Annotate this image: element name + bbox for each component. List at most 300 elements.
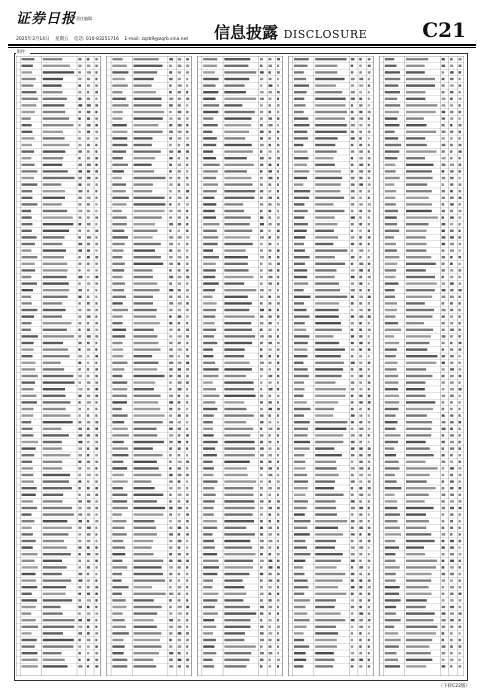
table-cell-text [450, 230, 454, 232]
table-cell-text [442, 315, 445, 317]
table-cell-text [134, 98, 162, 100]
table-cell-text [186, 362, 189, 364]
table-cell-text [315, 269, 336, 271]
table-cell-text [134, 197, 165, 199]
table-cell-text [78, 190, 82, 192]
table-cell-text [406, 322, 424, 324]
table-cell-text [442, 546, 445, 548]
table-cell-text [169, 223, 173, 225]
table-cell-text [315, 573, 345, 575]
table-cell-text [315, 619, 345, 621]
table-cell-text [134, 480, 152, 482]
table-cell-text [406, 507, 434, 509]
table-cell-text [294, 276, 307, 278]
table-cell-text [22, 414, 34, 416]
table-cell-text [351, 183, 355, 185]
table-cell-text [450, 639, 453, 641]
table-cell-text [43, 447, 62, 449]
table-cell-text [442, 144, 446, 146]
table-cell-text [385, 560, 396, 562]
table-cell-text [78, 467, 81, 469]
table-cell-text [442, 632, 445, 634]
table-cell-text [368, 98, 370, 100]
table-cell-text [406, 203, 432, 205]
table-cell-text [95, 527, 97, 529]
table-cell-text [260, 540, 264, 542]
table-cell-text [43, 408, 66, 410]
table-cell-text [277, 586, 279, 588]
table-cell-text [294, 573, 305, 575]
table-cell-text [385, 150, 400, 152]
table-cell-text [450, 263, 453, 265]
table-cell-text [22, 137, 35, 139]
table-cell-text [178, 619, 181, 621]
table-cell-text [359, 500, 362, 502]
table-cell-text [459, 309, 461, 311]
table-cell-text [95, 322, 98, 324]
table-cell-text [134, 533, 157, 535]
table-cell-text [277, 619, 279, 621]
table-cell-text [351, 421, 354, 423]
table-cell-text [268, 335, 271, 337]
table-cell-text [22, 71, 32, 73]
table-cell-text [134, 236, 153, 238]
table-cell-text [368, 170, 371, 172]
table-cell-text [351, 441, 355, 443]
table-cell-text [134, 65, 163, 67]
table-cell-text [169, 645, 172, 647]
table-cell-text [450, 586, 454, 588]
table-cell-text [224, 137, 245, 139]
table-cell-text [178, 560, 182, 562]
table-cell-text [450, 375, 453, 377]
table-cell-text [260, 368, 263, 370]
table-cell-text [294, 606, 306, 608]
table-cell-text [368, 507, 370, 509]
table-cell-text [368, 190, 370, 192]
table-cell-text [294, 434, 308, 436]
table-cell-text [359, 197, 361, 199]
table-cell-text [22, 665, 38, 667]
table-cell-text [87, 566, 90, 568]
table-cell-text [442, 388, 445, 390]
table-cell-text [203, 315, 215, 317]
table-cell-text [450, 197, 454, 199]
table-cell-text [294, 586, 309, 588]
table-cell-text [315, 428, 346, 430]
table-cell-text [406, 329, 433, 331]
table-cell-text [315, 441, 343, 443]
table-cell-text [385, 388, 398, 390]
table-cell-text [178, 84, 182, 86]
table-cell-text [178, 335, 182, 337]
table-cell-text [43, 71, 74, 73]
table-cell-text [87, 355, 89, 357]
table-cell-text [95, 560, 97, 562]
table-cell-text [203, 157, 216, 159]
table-cell-text [268, 428, 272, 430]
table-cell-text [43, 626, 75, 628]
table-cell-text [169, 276, 173, 278]
table-cell-text [368, 58, 371, 60]
table-cell-text [78, 197, 81, 199]
table-cell-text [315, 355, 341, 357]
table-cell-text [78, 315, 81, 317]
table-cell-text [315, 659, 334, 661]
table-cell-text [277, 375, 279, 377]
table-cell-text [224, 632, 245, 634]
table-cell-text [203, 586, 212, 588]
table-cell-text [134, 249, 155, 251]
table-cell-text [203, 579, 213, 581]
table-cell-text [277, 520, 279, 522]
table-cell-text [260, 447, 264, 449]
table-cell-text [95, 203, 97, 205]
table-cell-text [95, 626, 97, 628]
table-cell-text [294, 170, 309, 172]
table-cell-text [442, 348, 444, 350]
table-cell-text [294, 665, 303, 667]
table-cell-text [450, 117, 453, 119]
table-cell-text [368, 183, 371, 185]
table-cell-text [95, 124, 98, 126]
table-cell-text [406, 78, 435, 80]
table-cell-text [268, 395, 271, 397]
table-cell-text [169, 84, 172, 86]
table-cell-text [268, 164, 271, 166]
table-cell-text [203, 520, 217, 522]
table-cell-text [169, 104, 173, 106]
table-cell-text [268, 137, 270, 139]
table-cell-text [43, 355, 70, 357]
table-cell-text [95, 454, 98, 456]
table-cell-text [351, 606, 354, 608]
table-cell-text [112, 606, 126, 608]
table-cell-text [224, 256, 248, 258]
table-cell-text [203, 388, 216, 390]
table-cell-text [43, 309, 66, 311]
table-cell-text [277, 210, 279, 212]
table-cell-text [359, 401, 363, 403]
table-cell-text [450, 216, 454, 218]
table-cell-text [78, 84, 81, 86]
table-cell-text [112, 593, 121, 595]
table-cell-text [459, 150, 462, 152]
table-cell-text [95, 131, 98, 133]
table-cell-text [442, 263, 445, 265]
table-cell-text [224, 243, 252, 245]
table-cell-text [186, 474, 189, 476]
table-cell-text [294, 579, 308, 581]
table-column-frame [379, 56, 464, 676]
table-cell-text [385, 441, 398, 443]
table-cell-text [359, 289, 362, 291]
table-cell-text [78, 619, 82, 621]
table-cell-text [169, 507, 172, 509]
table-cell-text [95, 65, 97, 67]
table-cell-text [294, 408, 310, 410]
table-cell-text [277, 454, 279, 456]
table-cell-text [260, 84, 262, 86]
table-cell-text [203, 434, 214, 436]
table-cell-text [203, 527, 217, 529]
table-cell-text [359, 441, 362, 443]
table-cell-text [112, 632, 128, 634]
table-cell-text [134, 395, 161, 397]
table-cell-text [294, 150, 307, 152]
table-cell-text [268, 197, 271, 199]
table-cell-text [442, 236, 446, 238]
table-cell-text [112, 408, 121, 410]
table-cell-text [87, 599, 91, 601]
table-cell-text [186, 593, 188, 595]
table-cell-text [95, 652, 98, 654]
table-cell-text [224, 322, 251, 324]
table-cell-text [442, 230, 445, 232]
table-cell-text [442, 513, 444, 515]
table-cell-text [277, 573, 280, 575]
table-cell-text [43, 144, 70, 146]
table-cell-text [112, 342, 122, 344]
table-cell-text [43, 104, 65, 106]
table-cell-text [78, 296, 81, 298]
table-cell-text [315, 177, 342, 179]
table-cell-text [268, 91, 271, 93]
table-cell-text [186, 58, 189, 60]
table-cell-text [450, 553, 454, 555]
table-cell-text [169, 210, 172, 212]
table-cell-text [178, 58, 181, 60]
table-cell-text [406, 190, 432, 192]
table-cell-text [268, 111, 271, 113]
table-cell-text [442, 480, 445, 482]
table-cell-text [22, 659, 38, 661]
table-cell-text [87, 342, 90, 344]
table-cell-text [450, 527, 453, 529]
table-cell-text [368, 408, 370, 410]
table-cell-text [203, 428, 213, 430]
table-cell-text [359, 513, 362, 515]
table-cell-text [368, 527, 371, 529]
table-cell-text [178, 494, 182, 496]
table-cell-text [260, 144, 264, 146]
table-cell-text [87, 111, 90, 113]
table-cell-text [178, 593, 181, 595]
table-cell-text [450, 606, 454, 608]
table-cell-text [351, 335, 354, 337]
table-cell-text [406, 91, 426, 93]
table-cell-text [78, 131, 80, 133]
table-cell-text [459, 368, 462, 370]
table-cell-text [315, 381, 335, 383]
table-cell-text [450, 144, 453, 146]
table-cell-text [22, 282, 37, 284]
table-cell-text [351, 619, 355, 621]
table-cell-text [203, 329, 216, 331]
table-cell-text [368, 289, 370, 291]
table-cell-text [359, 494, 363, 496]
table-cell-text [22, 111, 35, 113]
table-cell-text [22, 210, 32, 212]
table-cell-text [203, 104, 219, 106]
table-cell-text [406, 117, 424, 119]
table-cell-text [268, 104, 270, 106]
table-cell-text [359, 362, 362, 364]
table-cell-text [268, 414, 270, 416]
table-cell-text [368, 243, 370, 245]
table-cell-text [134, 216, 162, 218]
table-cell-text [186, 78, 188, 80]
table-cell-text [315, 335, 333, 337]
table-cell-text [203, 487, 214, 489]
table-cell-text [87, 507, 91, 509]
table-cell-text [450, 480, 454, 482]
table-cell-text [368, 388, 370, 390]
table-cell-text [87, 586, 90, 588]
table-cell-text [277, 91, 280, 93]
table-cell-text [169, 269, 172, 271]
table-cell-text [277, 434, 279, 436]
table-cell-text [87, 527, 91, 529]
table-cell-text [385, 342, 399, 344]
table-cell-text [315, 461, 336, 463]
table-cell-text [87, 98, 90, 100]
table-cell-text [178, 474, 182, 476]
table-cell-text [178, 230, 180, 232]
table-cell-text [134, 500, 157, 502]
table-cell-text [78, 454, 82, 456]
table-cell-text [178, 527, 181, 529]
table-cell-text [22, 348, 34, 350]
table-cell-text [450, 513, 453, 515]
table-cell-text [351, 507, 355, 509]
table-cell-text [368, 368, 370, 370]
table-cell-text [224, 177, 251, 179]
table-cell-text [78, 117, 80, 119]
table-cell-text [186, 322, 188, 324]
table-cell-text [95, 296, 97, 298]
table-cell-text [22, 335, 38, 337]
table-cell-text [450, 104, 453, 106]
table-cell-text [459, 599, 462, 601]
table-cell-text [203, 289, 215, 291]
table-cell-text [459, 639, 461, 641]
table-cell-text [268, 276, 272, 278]
table-cell-text [260, 230, 263, 232]
table-cell-text [359, 434, 362, 436]
table-cell-text [178, 507, 182, 509]
table-cell-text [95, 421, 98, 423]
table-cell-text [294, 58, 309, 60]
table-cell-text [442, 441, 445, 443]
table-cell-text [186, 659, 189, 661]
table-cell-text [22, 329, 31, 331]
table-cell-text [178, 441, 181, 443]
table-cell-text [224, 263, 247, 265]
table-cell-text [95, 223, 97, 225]
table-cell-text [406, 84, 435, 86]
table-cell-text [186, 210, 188, 212]
table-cell-text [459, 78, 461, 80]
table-cell-text [351, 454, 355, 456]
table-cell-text [112, 243, 124, 245]
table-cell-text [442, 157, 446, 159]
table-cell-text [87, 296, 89, 298]
table-cell-text [359, 329, 362, 331]
table-cell-text [22, 632, 32, 634]
table-cell-text [87, 210, 90, 212]
table-cell-text [359, 177, 362, 179]
table-cell-text [406, 606, 426, 608]
table-cell-text [359, 414, 362, 416]
table-cell-text [359, 560, 361, 562]
table-cell-text [294, 467, 305, 469]
table-cell-text [277, 362, 279, 364]
table-cell-text [315, 652, 334, 654]
table-cell-text [203, 210, 215, 212]
table-column-frame [16, 56, 101, 676]
table-cell-text [351, 124, 355, 126]
table-cell-text [294, 388, 305, 390]
table-cell-text [450, 190, 453, 192]
table-cell-text [368, 223, 370, 225]
table-cell-text [95, 91, 98, 93]
table-cell-text [178, 203, 181, 205]
table-cell-text [224, 302, 251, 304]
table-cell-text [87, 593, 90, 595]
table-cell-text [178, 467, 181, 469]
table-cell-text [134, 269, 153, 271]
table-cell-text [22, 190, 33, 192]
table-cell-text [203, 117, 213, 119]
table-cell-text [178, 65, 182, 67]
table-cell-text [112, 144, 127, 146]
table-cell-text [294, 236, 305, 238]
table-cell-text [178, 520, 181, 522]
table-cell-text [203, 553, 217, 555]
table-cell-text [359, 579, 362, 581]
table-cell-text [351, 395, 354, 397]
table-cell-text [43, 553, 71, 555]
table-cell-text [260, 91, 264, 93]
table-cell-text [134, 566, 162, 568]
table-cell-text [43, 223, 74, 225]
table-cell-text [268, 639, 271, 641]
table-cell-text [385, 177, 400, 179]
table-cell-text [368, 230, 370, 232]
table-cell-text [450, 183, 453, 185]
table-cell-text [78, 236, 80, 238]
table-cell-text [95, 507, 98, 509]
table-cell-text [169, 560, 172, 562]
table-cell-text [442, 593, 445, 595]
table-cell-text [112, 401, 127, 403]
table-cell-text [442, 533, 446, 535]
table-cell-text [22, 467, 33, 469]
table-cell-text [43, 375, 74, 377]
table-cell-text [406, 104, 437, 106]
table-cell-text [87, 494, 90, 496]
table-cell-text [277, 494, 279, 496]
table-cell-text [406, 665, 426, 667]
table-cell-text [22, 58, 35, 60]
table-cell-text [442, 197, 445, 199]
table-cell-text [368, 414, 370, 416]
table-cell-text [178, 414, 181, 416]
table-cell-text [224, 170, 246, 172]
table-cell-text [22, 315, 35, 317]
table-cell-text [294, 652, 306, 654]
